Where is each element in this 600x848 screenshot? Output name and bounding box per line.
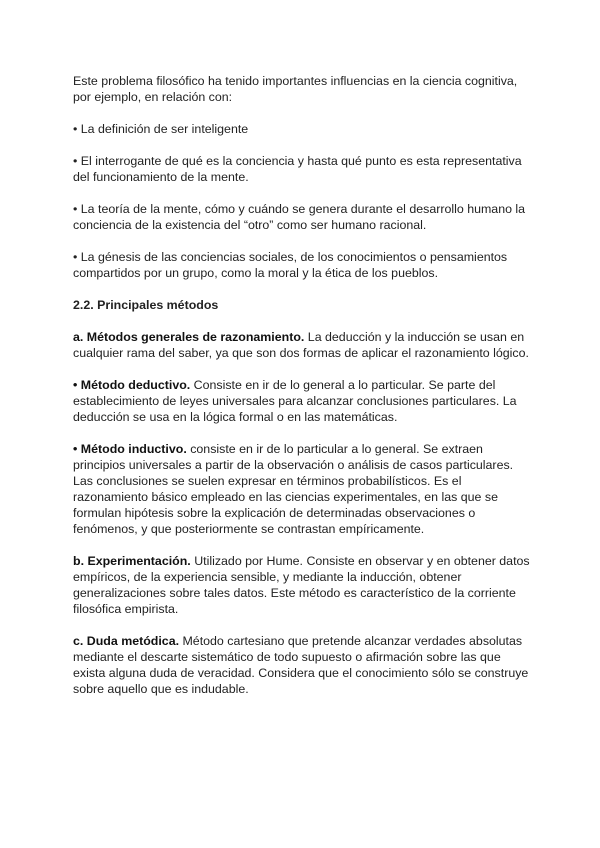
method-label: a. Métodos generales de razonamiento. bbox=[73, 330, 305, 344]
method-paragraph bbox=[73, 553, 533, 617]
method-paragraph bbox=[73, 377, 533, 425]
intro-paragraph: Este problema filosófico ha tenido importantes influencias en la ciencia cognitiva, por ejemplo, en relación con: bbox=[73, 74, 518, 104]
bullet-item: • El interrogante de qué es la conciencia y hasta qué punto es esta representativa del funcionamiento de la mente. bbox=[73, 154, 522, 184]
method-paragraph bbox=[73, 329, 533, 361]
method-label: c. Duda metódica. bbox=[73, 634, 180, 648]
method-paragraph bbox=[73, 633, 533, 697]
bullet-item: • La teoría de la mente, cómo y cuándo se genera durante el desarrollo humano la conciencia de la existencia del “otro” como ser humano racional. bbox=[73, 202, 526, 232]
method-text: Utilizado por Hume. Consiste en observar y en obtener datos empíricos, de la experiencia sensible, y mediante la inducción, obtener generalizaciones sobre tales datos. Este método es característico de la corriente filosófica empirista. bbox=[73, 554, 530, 616]
page-content bbox=[73, 73, 533, 713]
method-text: consiste en ir de lo particular a lo general. Se extraen principios universales a partir de la observación o análisis de casos particulares. Las conclusiones se suelen expresar en términos probabilísticos. Es el razonamiento básico empleado en las ciencias experimentales, en las que se formulan hipótesis sobre la explicación de determinadas observaciones o fenómenos, y que posteriormente se contrastan empíricamente. bbox=[73, 442, 514, 536]
bullet-item: • La génesis de las conciencias sociales, de los conocimientos o pensamientos compartidos por un grupo, como la moral y la ética de los pueblos. bbox=[73, 250, 508, 280]
method-paragraph bbox=[73, 441, 533, 537]
section-heading: 2.2. Principales métodos bbox=[73, 298, 219, 312]
method-text: Consiste en ir de lo general a lo particular. Se parte del establecimiento de leyes universales para alcanzar conclusiones particulares. La deducción se usa en la lógica formal o en las matemáticas. bbox=[73, 378, 517, 424]
method-label: • Método inductivo. bbox=[73, 442, 187, 456]
method-text: La deducción y la inducción se usan en cualquier rama del saber, ya que son dos formas de aplicar el razonamiento lógico. bbox=[73, 330, 529, 360]
method-label: • Método deductivo. bbox=[73, 378, 191, 392]
method-text: Método cartesiano que pretende alcanzar verdades absolutas mediante el descarte sistemático de todo supuesto o afirmación sobre las que exista alguna duda de veracidad. Considera que el conocimiento sólo se construye sobre aquello que es indudable. bbox=[73, 634, 529, 696]
bullet-item: • La definición de ser inteligente bbox=[73, 122, 249, 136]
method-label: b. Experimentación. bbox=[73, 554, 191, 568]
